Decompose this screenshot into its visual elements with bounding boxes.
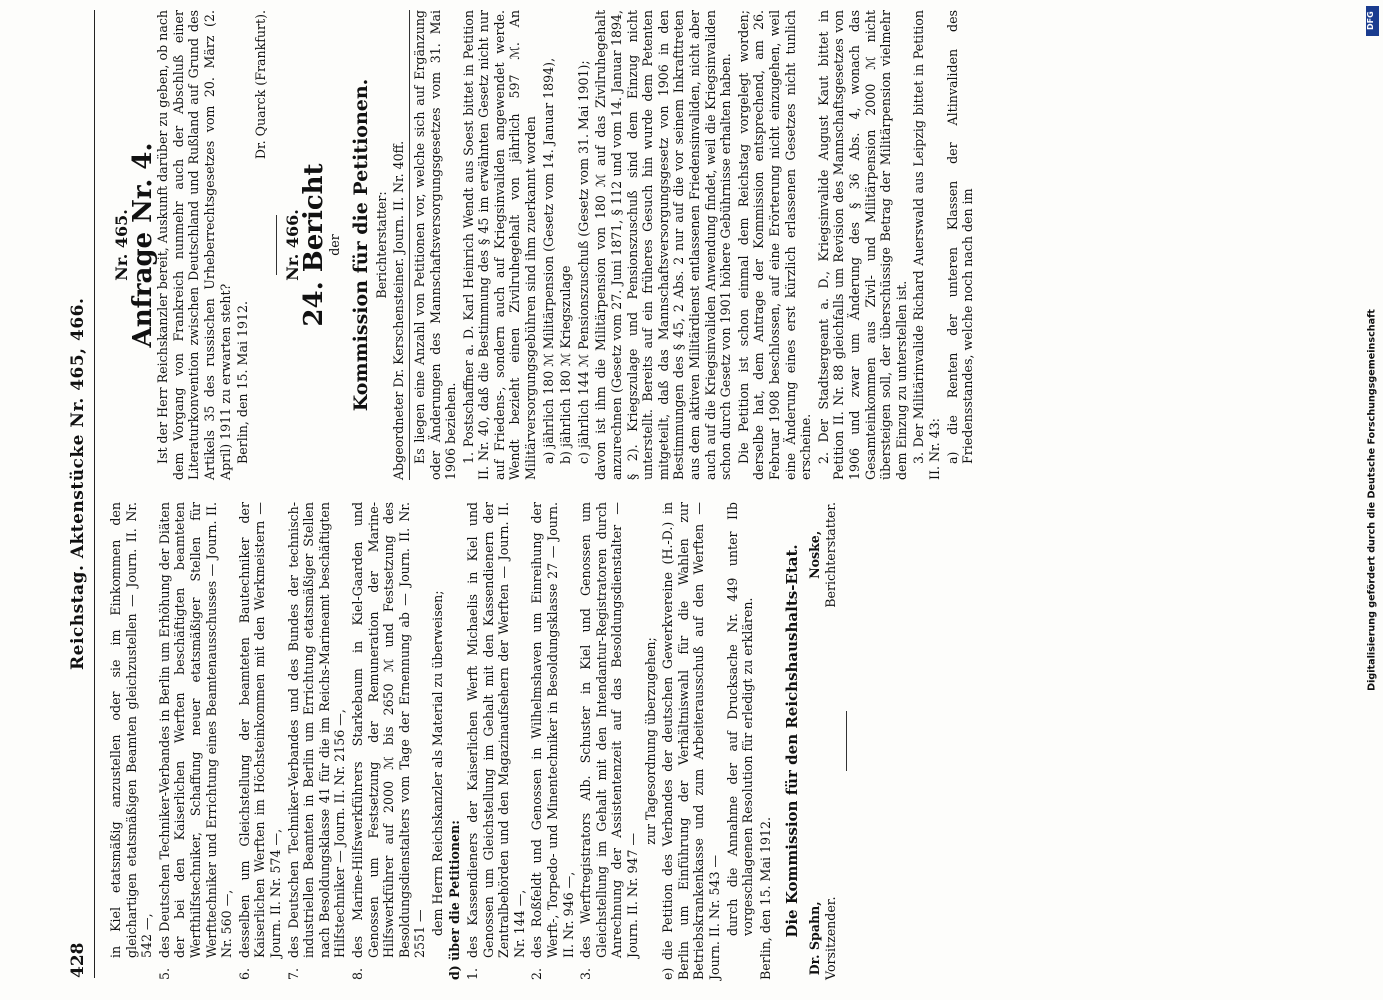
doc466-number: Nr. 466. — [283, 209, 303, 281]
item-cont: in Kiel etatsmäßig anzustellen oder sie im Einkommen den gleichartigen etatsmäßigen Beamten gleichzustellen — Journ. II. Nr. 542 —, — [108, 502, 155, 958]
doc465-date: Berlin, den 15. Mai 1912. — [235, 300, 251, 464]
list-item: 5.des Deutschen Techniker-Verbandes in Berlin um Erhöhung der Diäten der bei den Kaiserlichen Werften beschäftigten beamteten Werfthilfstechniker, Schaffung neuer etatsmäßiger Stellen für Werfttechniker und Errichtung eines Beamtenausschusses — Journ. II. Nr. 560 —, — [156, 502, 235, 980]
resolution-text: durch die Annahme der auf Drucksache Nr. 449 unter IIb vorgeschlagenen Resolution für erledigt zu erklären. — [724, 502, 756, 936]
referral-text: dem Herrn Reichskanzler als Material zu überweisen; — [429, 590, 445, 936]
item-c: c) jährlich 144 ℳ Pensionszuschuß (Gesetz vom 31. Mai 1901); — [575, 60, 591, 464]
petition-1-cont: davon ist ihm die Militärpension von 180 ℳ auf das Zivilruhegehalt anzurechnen (Gesetz vom 27. Juni 1871, § 112 und vom 14. Januar 1894, § 2). Kriegszulage und Pensionszuschuß sind dem Einzug nicht unterstellt. Bereits auf ein früheres Gesuch hin wurde dem Petenten mitgeteilt, daß das Mannschaftsversorgungsgesetz von 1906 in den Bestimmungen des § 45, 2 Abs. 2 nur auf die vor seinem Inkrafttreten aus dem aktiven Militärdienst entlassenen Friedensinvaliden, nicht aber auch auf die Kriegsinvaliden Anwendung findet, weil die Kriegsinvaliden schon durch Gesetz von 1901 höhere Gebührnisse erhalten haben. — [593, 10, 734, 480]
item-b: b) jährlich 180 ℳ Kriegszulage — [558, 265, 574, 464]
divider — [846, 711, 847, 771]
running-title: Reichstag. Aktenstücke Nr. 465, 466. — [68, 297, 88, 670]
digitization-credit: Digitalisierung gefördert durch die Deutsche Forschungsgemeinschaft — [1366, 309, 1378, 691]
intro-paragraph: Es liegen eine Anzahl von Petitionen vor, welche sich auf Ergänzung oder Änderungen des Mannschaftsversorgungsgesetzes vom 31. Mai 1906 beziehen. — [411, 10, 459, 480]
petition-1: 1. Postschaffner a. D. Karl Heinrich Wendt aus Soest bittet in Petition II. Nr. 40, daß die Bestimmung des § 45 im erwähnten Gesetz nicht nur auf Friedens-, sondern auch auf Kriegsinvaliden angewendet werde. Wendt bezieht einen Zivilruhegehalt von jährlich 597 ℳ. An Militärversorgungsgebühren sind ihm zuerkannt worden — [460, 10, 539, 480]
reporter-line: Abgeordneter Dr. Kerschensteiner. Journ. II. Nr. 40ff. — [391, 10, 410, 480]
list-item: 8.des Marine-Hilfswerkführers Starkebaum in Kiel-Gaarden und Genossen um Festsetzung der Remuneration der Marine-Hilfswerkführer auf 2000 ℳ bis 2650 ℳ und Festsetzung des Besoldungsdienstalters vom Tage der Ernennung ab — Journ. II. Nr. 2551 — — [349, 502, 428, 980]
chair-role: Vorsitzender. — [822, 896, 838, 980]
list-item: 6.desselben um Gleichstellung der beamteten Bautechniker der Kaiserlichen Werften im Höchsteinkommen mit den Werkmeistern — Journ. II. Nr. 574 —, — [236, 502, 283, 980]
doc465-signer: Dr. Quarck (Frankfurt). — [252, 10, 268, 160]
reporter-signature — [807, 502, 838, 608]
doc465-number: Nr. 465. — [112, 209, 131, 281]
petition-2: 2. Der Stadtsergeant a. D., Kriegsinvalide August Kaut bittet in Petition II. Nr. 88 gleichfalls um Revision des Mannschaftsgesetzes von 1906 und zwar um Änderung des § 36 Abs. 4, wonach das Gesamteinkommen aus Zivil- und Militärpension 2000 ℳ nicht übersteigen soll, der überschüssige Betrag der Militärpension vielmehr dem Einzug zu unterstellen ist. — [815, 10, 909, 480]
header-rule — [94, 10, 95, 978]
section-e-text: e) die Petition des Verbandes der deutschen Gewerkvereine (H.-D.) in Berlin um Einführung der Verhältniswahl für die Wahlen zur Betriebskrankenkasse und zum Arbeiterausschuß auf den Werften — Journ. II. Nr. 543 — — [660, 502, 722, 980]
item-a: a) jährlich 180 ℳ Militärpension (Gesetz vom 14. Januar 1894), — [540, 57, 556, 464]
running-header — [60, 0, 100, 1000]
doc466-title: 24. Bericht — [298, 163, 329, 327]
doc466-der: der — [326, 234, 342, 256]
chair-name: Dr. Spahn, — [806, 901, 822, 976]
signature-date: Berlin, den 15. Mai 1912. — [757, 816, 773, 980]
list-item: 1.des Kassendieners der Kaiserlichen Werft Michaelis in Kiel und Genossen um Gleichstellung im Gehalt mit den Kassendienern der Zentralbehörden und den Magazinaufsehern der Werften — Journ. II. Nr. 144 —, — [465, 502, 527, 980]
reporter-name: Noske, — [806, 530, 822, 579]
section-d-heading: d) über die Petitionen: — [447, 820, 463, 980]
agenda-text: zur Tagesordnung überzugehen; — [642, 637, 658, 845]
doc465-text: Ist der Herr Reichskanzler bereit, Auskunft darüber zu geben, ob nach dem Vorgang von Frankreich nunmehr auch der Abschluß einer Literaturkonvention zwischen Deutschland und Rußland auf Grund des Artikels 35 des russischen Urheberrechtsgesetzes vom 20. März (2. April) 1911 zu erwarten steht? — [155, 10, 233, 480]
signatures — [807, 502, 838, 980]
list-item: 3.des Werftregistrators Alb. Schuster in Kiel und Genossen um Gleichstellung im Gehalt mit den Intendantur-Registratoren durch Anrechnung der Assistentenzeit auf das Besoldungsdienstalter — Journ. II. Nr. 947 — — [578, 502, 640, 980]
dfg-logo: DFG — [1366, 6, 1379, 36]
page-number: 428 — [68, 942, 88, 978]
reporter-label: Berichterstatter: — [373, 191, 389, 299]
petition-3: 3. Der Militärinvalide Richard Auerswald aus Leipzig bittet in Petition II. Nr. 43: — [911, 10, 942, 480]
doc465-title: Anfrage Nr. 4. — [127, 142, 158, 348]
doc466-subtitle: Kommission für die Petitionen. — [350, 78, 373, 412]
list-item: 7.des Deutschen Techniker-Verbandes und des Bundes der technisch-industriellen Beamten in Berlin um Errichtung etatsmäßiger Stellen nach Besoldungsklasse 41 für die im Reichs-Marineamt beschäftigten Hilfstechniker — Journ. II. Nr. 2156 —, — [285, 502, 348, 980]
petition-3-a: a) die Renten der unteren Klassen der Altinvaliden des Friedensstandes, welche noch nach den im — [944, 10, 976, 464]
right-column — [108, 10, 978, 480]
petition-1-history: Die Petition ist schon einmal dem Reichstag vorgelegt worden; derselbe hat, dem Antrage der Kommission entsprechend, am 26. Februar 1908 beschlossen, auf eine Erörterung nicht einzugehen, weil eine Änderung eines erst kürzlich erlassenen Gesetzes nicht tunlich erscheine. — [735, 10, 814, 480]
reporter-role: Berichterstatter. — [822, 502, 838, 608]
left-column — [108, 502, 855, 980]
commission-title: Die Kommission für den Reichshaushalts-Etat. — [783, 544, 802, 938]
chair-signature — [807, 897, 838, 980]
divider — [276, 215, 277, 275]
list-item: 2.des Roßfeldt und Genossen in Wilhelmshaven um Einreihung der Werft-, Torpedo- und Minentechniker in Besoldungsklasse 27 — Journ. II. Nr. 946 —, — [529, 502, 576, 980]
